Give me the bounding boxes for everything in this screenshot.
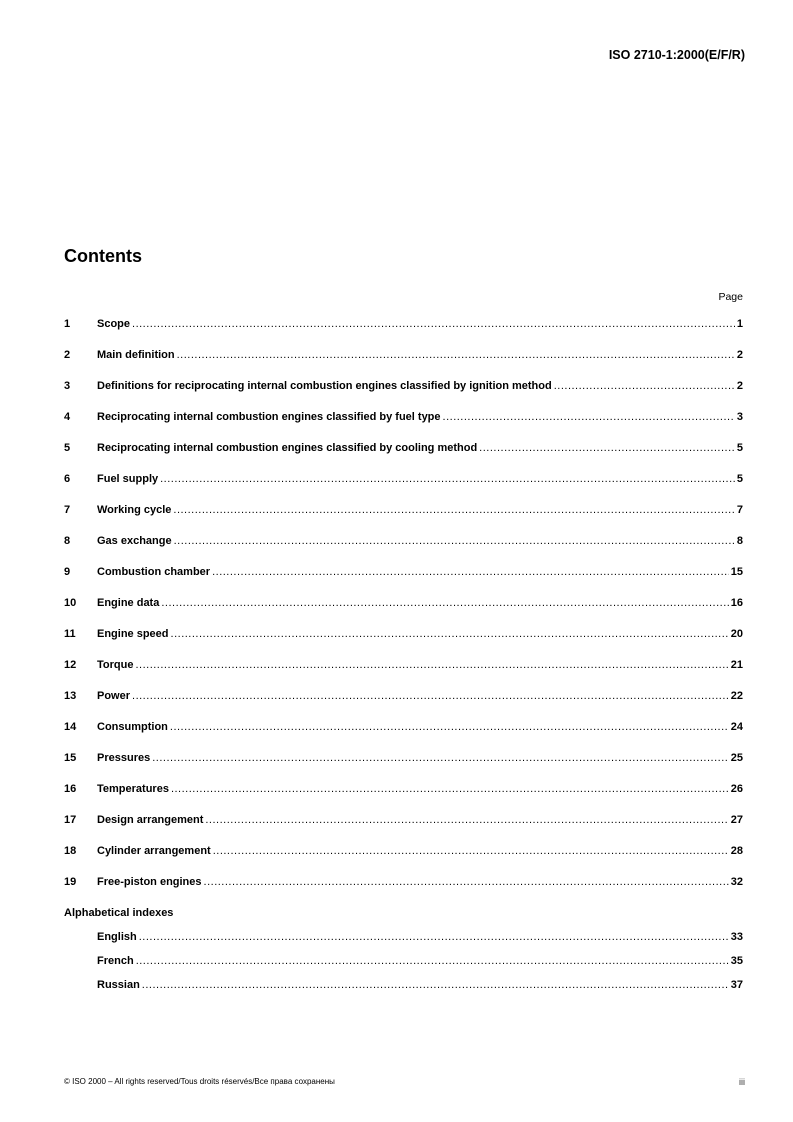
dot-leader	[479, 442, 735, 454]
toc-entry[interactable]	[64, 473, 743, 504]
table-of-contents	[64, 318, 743, 907]
dot-leader	[174, 535, 735, 547]
dot-leader	[170, 721, 729, 733]
copyright-notice: © ISO 2000 – All rights reserved/Tous droits réservés/Все права сохранены	[64, 1077, 335, 1086]
toc-entry[interactable]	[64, 535, 743, 566]
index-entry-title: English	[97, 931, 137, 943]
toc-entry[interactable]	[64, 690, 743, 721]
dot-leader	[171, 783, 729, 795]
toc-entry-title: Engine data	[97, 597, 160, 609]
toc-entry-page: 27	[730, 814, 743, 826]
dot-leader	[139, 931, 729, 943]
toc-entry-page: 7	[736, 504, 743, 516]
index-entry-page: 35	[730, 955, 743, 967]
page-footer	[64, 1077, 745, 1087]
dot-leader	[136, 955, 729, 967]
dot-leader	[204, 876, 729, 888]
toc-entry[interactable]	[64, 318, 743, 349]
toc-entry-page: 2	[736, 349, 743, 361]
index-entry[interactable]	[97, 931, 743, 955]
toc-entry-page: 15	[730, 566, 743, 578]
toc-entry-page: 26	[730, 783, 743, 795]
toc-entry-number: 11	[64, 628, 76, 640]
toc-entry-number: 2	[64, 349, 71, 361]
toc-entry-title: Power	[97, 690, 131, 702]
dot-leader	[132, 690, 729, 702]
toc-entry[interactable]	[64, 349, 743, 380]
toc-entry-number: 3	[64, 380, 71, 392]
toc-entry-title: Temperatures	[97, 783, 169, 795]
index-entry-title: Russian	[97, 979, 140, 991]
index-entry-page: 37	[730, 979, 743, 991]
toc-entry-page: 21	[730, 659, 743, 671]
toc-entry-number: 8	[64, 535, 71, 547]
page-column-label: Page	[718, 291, 743, 303]
dot-leader	[173, 504, 734, 516]
toc-entry-page: 16	[730, 597, 743, 609]
toc-entry-title: Combustion chamber	[97, 566, 211, 578]
toc-entry-number: 18	[64, 845, 77, 857]
toc-entry-page: 32	[730, 876, 743, 888]
dot-leader	[160, 473, 735, 485]
toc-entry-title: Reciprocating internal combustion engines classified by fuel type	[97, 411, 441, 423]
alphabetical-indexes-list	[97, 931, 743, 1003]
toc-entry[interactable]	[64, 752, 743, 783]
toc-entry-number: 13	[64, 690, 77, 702]
toc-entry[interactable]	[64, 411, 743, 442]
dot-leader	[135, 659, 728, 671]
alphabetical-indexes-heading: Alphabetical indexes	[64, 907, 174, 919]
toc-entry-title: Scope	[97, 318, 131, 330]
toc-entry[interactable]	[64, 845, 743, 876]
toc-entry[interactable]	[64, 876, 743, 907]
toc-entry[interactable]	[64, 659, 743, 690]
toc-entry-title: Working cycle	[97, 504, 172, 516]
toc-entry-page: 5	[736, 442, 743, 454]
page-number: iii	[739, 1077, 745, 1087]
page-title: Contents	[64, 246, 142, 266]
toc-entry-number: 7	[64, 504, 71, 516]
toc-entry-number: 12	[64, 659, 77, 671]
toc-entry[interactable]	[64, 721, 743, 752]
toc-entry[interactable]	[64, 380, 743, 411]
toc-entry-number: 1	[64, 318, 71, 330]
dot-leader	[554, 380, 735, 392]
toc-entry-page: 3	[736, 411, 743, 423]
toc-entry-number: 16	[64, 783, 77, 795]
toc-entry-number: 4	[64, 411, 71, 423]
toc-entry-number: 15	[64, 752, 77, 764]
toc-entry[interactable]	[64, 597, 743, 628]
toc-entry-number: 5	[64, 442, 71, 454]
index-entry[interactable]	[97, 955, 743, 979]
toc-entry-title: Torque	[97, 659, 134, 671]
toc-entry[interactable]	[64, 814, 743, 845]
toc-entry-title: Free-piston engines	[97, 876, 202, 888]
toc-entry-page: 28	[730, 845, 743, 857]
toc-entry-number: 10	[64, 597, 77, 609]
toc-entry[interactable]	[64, 783, 743, 814]
toc-entry-page: 24	[730, 721, 743, 733]
dot-leader	[132, 318, 735, 330]
toc-entry-page: 22	[730, 690, 743, 702]
toc-entry-title: Main definition	[97, 349, 175, 361]
dot-leader	[152, 752, 729, 764]
toc-entry-title: Engine speed	[97, 628, 169, 640]
toc-entry[interactable]	[64, 504, 743, 535]
toc-entry-title: Definitions for reciprocating internal combustion engines classified by ignition method	[97, 380, 552, 392]
toc-entry-number: 19	[64, 876, 77, 888]
toc-entry-page: 25	[730, 752, 743, 764]
dot-leader	[443, 411, 735, 423]
dot-leader	[142, 979, 729, 991]
toc-entry-title: Design arrangement	[97, 814, 204, 826]
index-entry-title: French	[97, 955, 134, 967]
dot-leader	[161, 597, 728, 609]
toc-entry-number: 9	[64, 566, 71, 578]
index-entry[interactable]	[97, 979, 743, 1003]
toc-entry-title: Consumption	[97, 721, 168, 733]
dot-leader	[177, 349, 735, 361]
index-entry-page: 33	[730, 931, 743, 943]
dot-leader	[205, 814, 728, 826]
toc-entry-title: Reciprocating internal combustion engines classified by cooling method	[97, 442, 478, 454]
toc-entry-title: Cylinder arrangement	[97, 845, 211, 857]
toc-entry-number: 14	[64, 721, 77, 733]
dot-leader	[171, 628, 729, 640]
toc-entry-number: 6	[64, 473, 71, 485]
toc-entry-title: Pressures	[97, 752, 151, 764]
toc-entry[interactable]	[64, 442, 743, 473]
toc-entry-title: Gas exchange	[97, 535, 172, 547]
dot-leader	[213, 845, 729, 857]
toc-entry-page: 8	[736, 535, 743, 547]
toc-entry-number: 17	[64, 814, 77, 826]
toc-entry[interactable]	[64, 566, 743, 597]
toc-entry-page: 1	[736, 318, 743, 330]
toc-entry-title: Fuel supply	[97, 473, 159, 485]
dot-leader	[212, 566, 729, 578]
toc-entry-page: 2	[736, 380, 743, 392]
document-id: ISO 2710-1:2000(E/F/R)	[608, 48, 745, 62]
toc-entry[interactable]	[64, 628, 743, 659]
toc-entry-page: 5	[736, 473, 743, 485]
toc-entry-page: 20	[730, 628, 743, 640]
